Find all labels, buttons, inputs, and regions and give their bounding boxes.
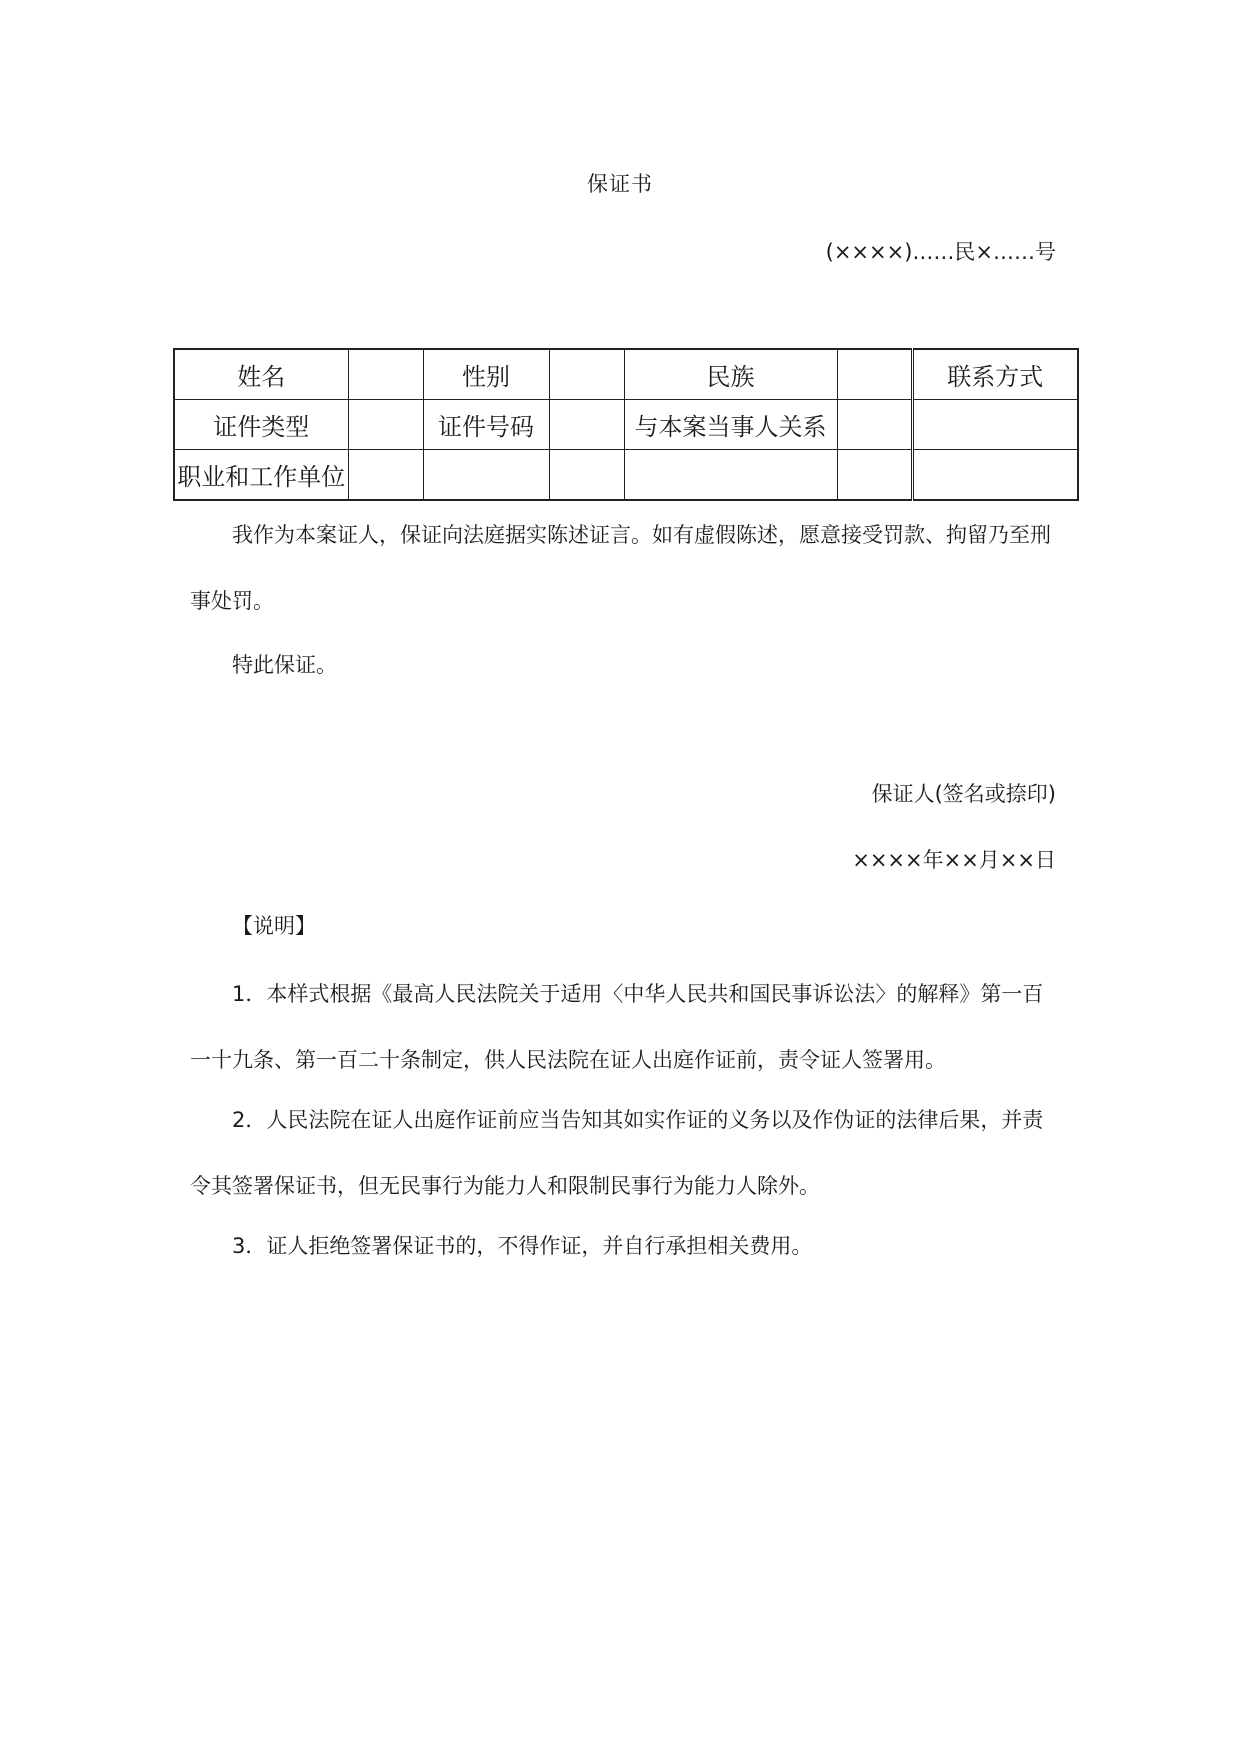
document-title: 保证书 (587, 172, 653, 196)
notes-heading: 【说明】 (232, 914, 316, 938)
label-gender: 性别 (423, 349, 549, 400)
closing-paragraph: 特此保证。 (232, 653, 337, 677)
signer-line: 保证人(签名或捺印) (871, 782, 1056, 806)
field-relationship (837, 400, 912, 450)
field-ethnicity (837, 349, 912, 400)
label-relationship: 与本案当事人关系 (624, 400, 837, 450)
pledge-paragraph: 我作为本案证人，保证向法庭据实陈述证言。如有虚假陈述，愿意接受罚款、拘留乃至刑事处罚。 (190, 523, 1051, 613)
field-occupation-6 (912, 450, 1078, 501)
field-name (348, 349, 423, 400)
field-id-number (549, 400, 624, 450)
field-occupation-4 (624, 450, 837, 501)
witness-info-table (173, 348, 1079, 501)
label-occupation: 职业和工作单位 (174, 450, 348, 501)
note-item: 3．证人拒绝签署保证书的，不得作证，并自行承担相关费用。 (232, 1234, 813, 1258)
field-occupation-5 (837, 450, 912, 501)
label-id-number: 证件号码 (423, 400, 549, 450)
field-occupation (348, 450, 423, 501)
field-gender (549, 349, 624, 400)
label-ethnicity: 民族 (624, 349, 837, 400)
field-occupation-3 (549, 450, 624, 501)
field-id-type (348, 400, 423, 450)
date-line: ××××年××月××日 (852, 848, 1056, 872)
label-name: 姓名 (174, 349, 348, 400)
table-row (174, 450, 1078, 501)
table-row (174, 400, 1078, 450)
case-number: (××××)……民×……号 (825, 240, 1056, 264)
field-occupation-2 (423, 450, 549, 501)
field-contact (912, 400, 1078, 450)
label-id-type: 证件类型 (174, 400, 348, 450)
table-row (174, 349, 1078, 400)
note-item: 1．本样式根据《最高人民法院关于适用〈中华人民共和国民事诉讼法〉的解释》第一百一十九条、第一百二十条制定，供人民法院在证人出庭作证前，责令证人签署用。 (190, 982, 1044, 1072)
label-contact: 联系方式 (912, 349, 1078, 400)
note-item: 2．人民法院在证人出庭作证前应当告知其如实作证的义务以及作伪证的法律后果，并责令其签署保证书，但无民事行为能力人和限制民事行为能力人除外。 (190, 1108, 1044, 1198)
